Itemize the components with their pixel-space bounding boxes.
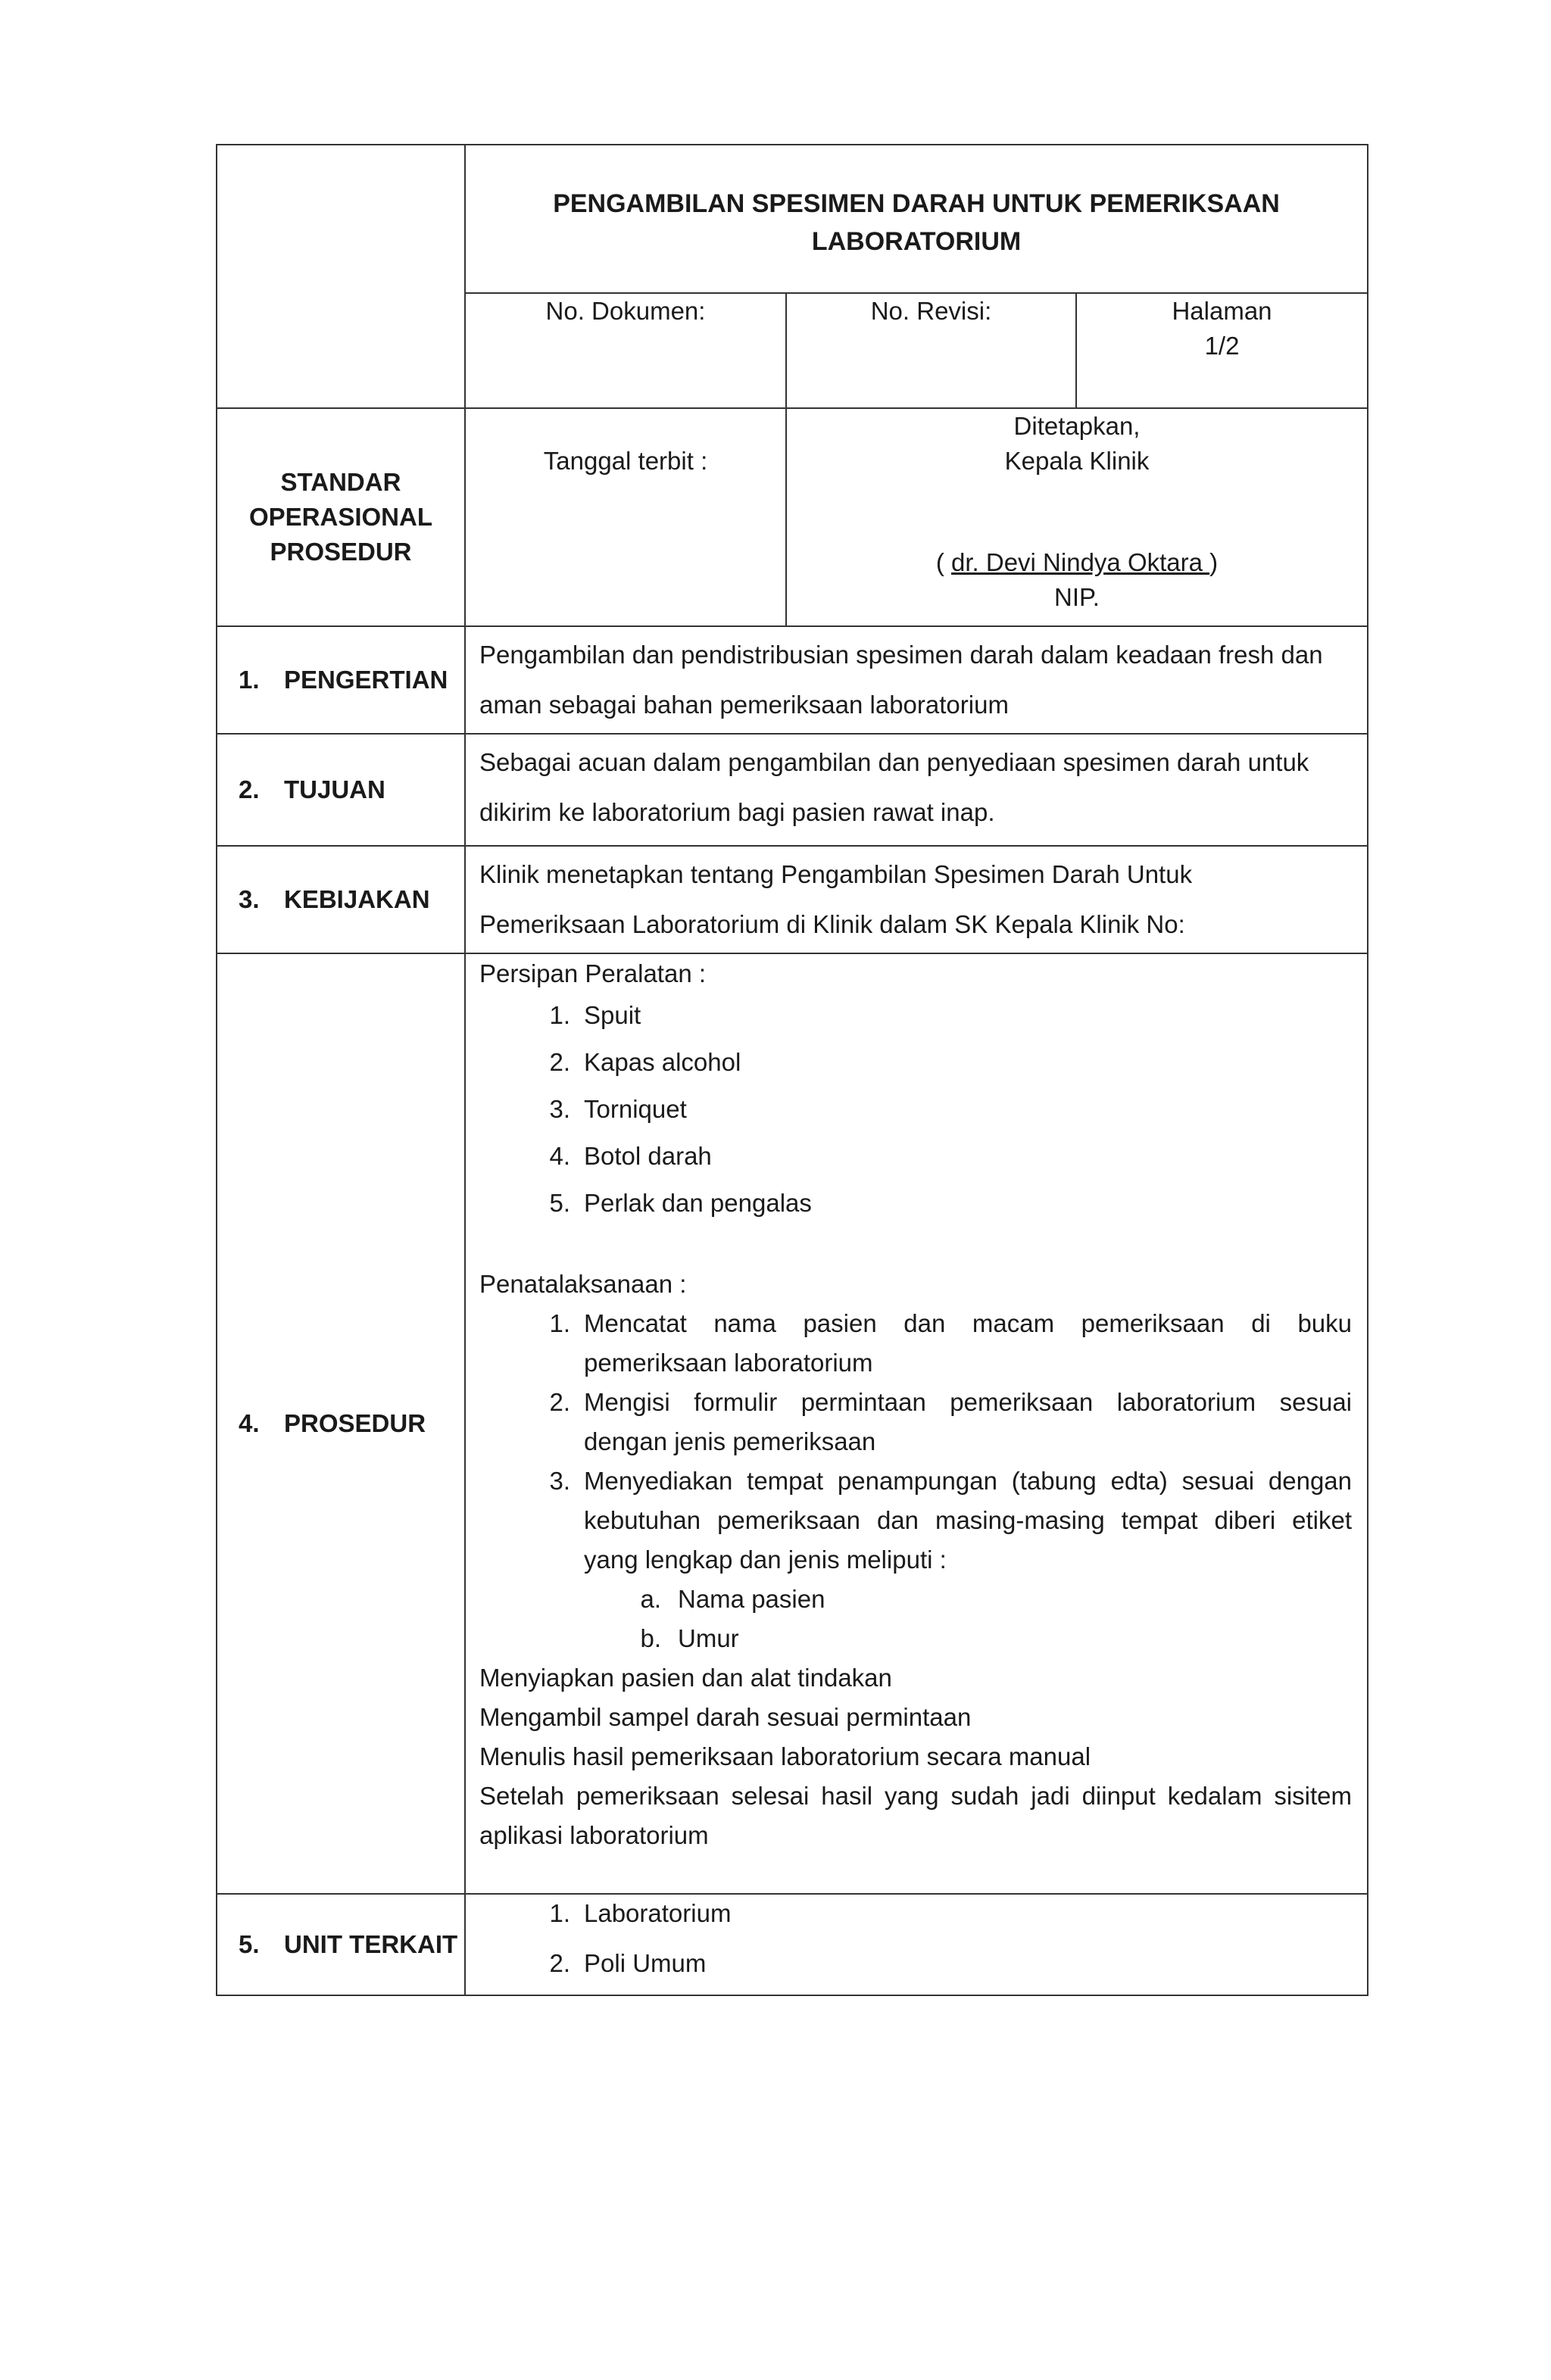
section-kebijakan-label [217, 846, 465, 953]
alat-list [479, 992, 1352, 1227]
list-item: 3. Menyediakan tempat penampungan (tabung edta) sesuai dengan kebutuhan pemeriksaan dan masing-masing tempat diberi etiket yang lengkap dan jenis meliputi : [549, 1467, 1353, 1574]
sop-line-3: PROSEDUR [270, 538, 412, 566]
list-item: 1. Laboratorium [549, 1899, 732, 1927]
pengertian-line-2: aman sebagai bahan pemeriksaan laboratorium [479, 691, 1009, 719]
section-title: PENGERTIAN [284, 666, 448, 694]
step-text: Setelah pemeriksaan selesai hasil yang sudah jadi diinput kedalam sisitem aplikasi laboratorium [479, 1782, 1353, 1849]
no-dokumen-cell [465, 293, 786, 408]
persiapan-heading: Persipan Peralatan : [479, 959, 707, 987]
section-prosedur-content [465, 953, 1368, 1894]
tujuan-line-2: dikirim ke laboratorium bagi pasien rawat inap. [479, 798, 995, 826]
halaman-label: Halaman [1172, 297, 1272, 325]
list-item: 4. Botol darah [549, 1142, 712, 1170]
section-title: TUJUAN [284, 775, 385, 803]
document-title [465, 145, 1368, 293]
penatalaksanaan-heading: Penatalaksanaan : [479, 1270, 687, 1298]
kebijakan-line-2: Pemeriksaan Laboratorium di Klinik dalam SK Kepala Klinik No: [479, 910, 1185, 938]
logo-cell [217, 145, 465, 408]
section-number: 1. [239, 666, 260, 694]
nip-label: NIP. [1054, 583, 1100, 611]
section-unit-terkait-label [217, 1894, 465, 1995]
sop-line-1: STANDAR [280, 468, 401, 496]
ditetapkan-cell [786, 408, 1368, 626]
title-line-2: LABORATORIUM [811, 227, 1022, 256]
sub-list-item: b. Umur [640, 1624, 739, 1652]
section-prosedur-label [217, 953, 465, 1894]
list-item: 1. Mencatat nama pasien dan macam pemeriksaan di buku pemeriksaan laboratorium [549, 1309, 1353, 1377]
list-item: 2. Mengisi formulir permintaan pemeriksaan laboratorium sesuai dengan jenis pemeriksaan [549, 1388, 1353, 1455]
step-text: Mengambil sampel darah sesuai permintaan [479, 1703, 972, 1731]
section-number: 3. [239, 885, 260, 913]
sign-open: ( [935, 548, 952, 576]
section-title: PROSEDUR [284, 1409, 426, 1437]
section-pengertian-label [217, 626, 465, 734]
kepala-klinik-label: Kepala Klinik [1004, 447, 1150, 475]
signatory-name: dr. Devi Nindya Oktara [951, 548, 1210, 576]
no-revisi-label: No. Revisi: [870, 297, 992, 325]
list-item: 2. Kapas alcohol [549, 1048, 741, 1076]
tanggal-terbit-label: Tanggal terbit : [543, 447, 708, 475]
pengertian-line-1: Pengambilan dan pendistribusian spesimen darah dalam keadaan fresh dan [479, 641, 1323, 669]
list-item: 2. Poli Umum [549, 1949, 707, 1977]
section-title: KEBIJAKAN [284, 885, 430, 913]
sub-list-item: a. Nama pasien [640, 1585, 825, 1613]
penatalaksanaan-block [479, 1265, 1352, 1855]
sop-document [216, 144, 1367, 1996]
halaman-cell [1076, 293, 1368, 408]
sop-table [216, 144, 1368, 1996]
no-revisi-cell [786, 293, 1076, 408]
section-pengertian-content [465, 626, 1368, 734]
section-title: UNIT TERKAIT [284, 1930, 458, 1958]
list-item: 3. Torniquet [549, 1095, 687, 1123]
section-number: 2. [239, 775, 260, 803]
halaman-value: 1/2 [1204, 332, 1240, 360]
sign-close: ) [1209, 548, 1219, 576]
section-tujuan-label [217, 734, 465, 846]
title-line-1: PENGAMBILAN SPESIMEN DARAH UNTUK PEMERIKSAAN [553, 189, 1280, 218]
section-number: 4. [239, 1409, 260, 1437]
sop-label-cell [217, 408, 465, 626]
tanggal-terbit-cell [465, 408, 786, 626]
kebijakan-line-1: Klinik menetapkan tentang Pengambilan Spesimen Darah Untuk [479, 860, 1193, 888]
list-item: 1. Spuit [549, 1001, 641, 1029]
tujuan-line-1: Sebagai acuan dalam pengambilan dan penyediaan spesimen darah untuk [479, 748, 1309, 776]
list-item: 5. Perlak dan pengalas [549, 1189, 812, 1217]
section-unit-terkait-content [465, 1894, 1368, 1995]
signatory-line [787, 545, 1367, 580]
section-tujuan-content [465, 734, 1368, 846]
ditetapkan-label: Ditetapkan, [1013, 412, 1141, 440]
section-kebijakan-content [465, 846, 1368, 953]
step-text: Menulis hasil pemeriksaan laboratorium secara manual [479, 1742, 1091, 1770]
no-dokumen-label: No. Dokumen: [545, 297, 706, 325]
sop-line-2: OPERASIONAL [248, 503, 433, 531]
step-text: Menyiapkan pasien dan alat tindakan [479, 1664, 892, 1692]
section-number: 5. [239, 1930, 260, 1958]
